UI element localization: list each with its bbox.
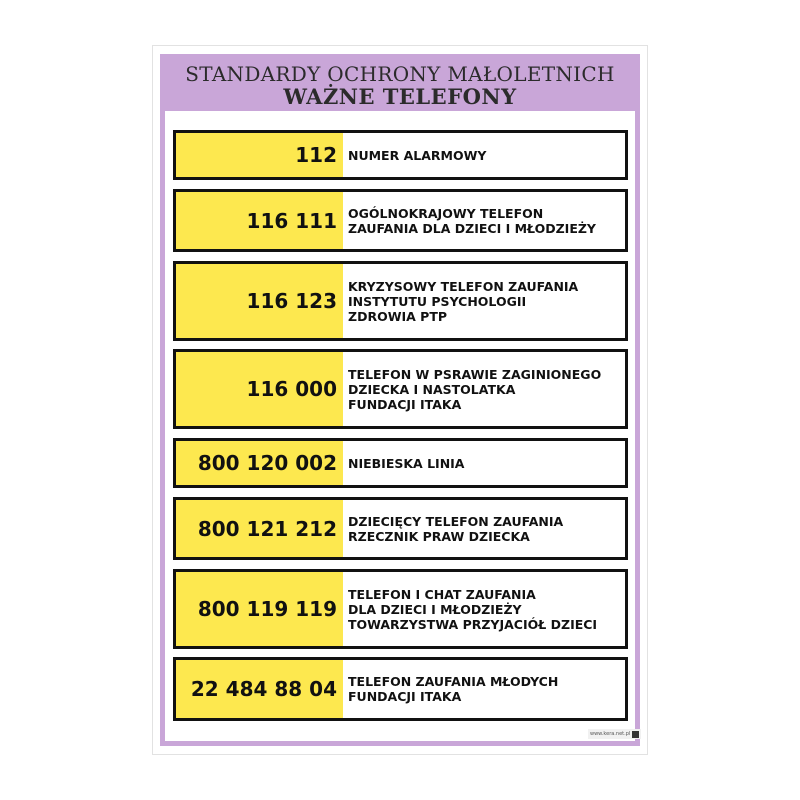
description-line: FUNDACJI ITAKA [348,689,462,704]
phone-description [343,352,625,426]
phone-entry-116111 [173,189,628,252]
description-line: NUMER ALARMOWY [348,147,487,163]
publisher-credit [588,729,641,739]
poster-title: STANDARDY OCHRONY MAŁOLETNICH [185,62,615,86]
description-line: NIEBIESKA LINIA [348,455,465,471]
description-line: TELEFON I CHAT ZAUFANIA [348,586,536,602]
phone-number: 112 [176,133,343,177]
description-line: DLA DZIECI I MŁODZIEŻY [348,601,522,617]
description-line: TELEFON W PSRAWIE ZAGINIONEGO [348,366,602,382]
phone-number: 800 120 002 [176,441,343,485]
poster-header [160,54,640,110]
phone-description [343,500,625,557]
description-line: INSTYTUTU PSYCHOLOGII [348,293,527,309]
phone-entry-800120002 [173,438,628,488]
description-line: KRYZYSOWY TELEFON ZAUFANIA [348,278,579,294]
phone-description [343,572,625,646]
phone-description [343,133,625,177]
description-line: ZAUFANIA DLA DZIECI I MŁODZIEŻY [348,220,596,236]
phone-number: 800 119 119 [176,572,343,646]
phone-entry-116000 [173,349,628,429]
phone-number: 116 123 [176,264,343,338]
description-line: DZIECKA I NASTOLATKA [348,381,516,397]
description-line: TELEFON ZAUFANIA MŁODYCH [348,674,559,689]
description-line: ZDROWIA PTP [348,308,448,324]
description-line: OGÓLNOKRAJOWY TELEFON [348,205,544,221]
publisher-logo-icon [632,731,639,738]
description-line: DZIECIĘCY TELEFON ZAUFANIA [348,513,564,529]
phone-description [343,264,625,338]
phone-number: 800 121 212 [176,500,343,557]
description-line: RZECZNIK PRAW DZIECKA [348,528,530,544]
publisher-url: www.kera.net.pl [590,731,631,737]
phone-number: 116 111 [176,192,343,249]
phone-entry-112 [173,130,628,180]
description-line: FUNDACJI ITAKA [348,396,462,412]
phone-description [343,660,625,718]
description-line: TOWARZYSTWA PRZYJACIÓŁ DZIECI [348,616,598,632]
phone-entry-116123 [173,261,628,341]
phone-entry-224848804 [173,657,628,721]
phone-description [343,192,625,249]
phone-entry-800121212 [173,497,628,560]
phone-description [343,441,625,485]
poster-subtitle: WAŻNE TELEFONY [283,84,517,109]
phone-number: 22 484 88 04 [176,660,343,718]
phone-entry-800119119 [173,569,628,649]
phone-number: 116 000 [176,352,343,426]
